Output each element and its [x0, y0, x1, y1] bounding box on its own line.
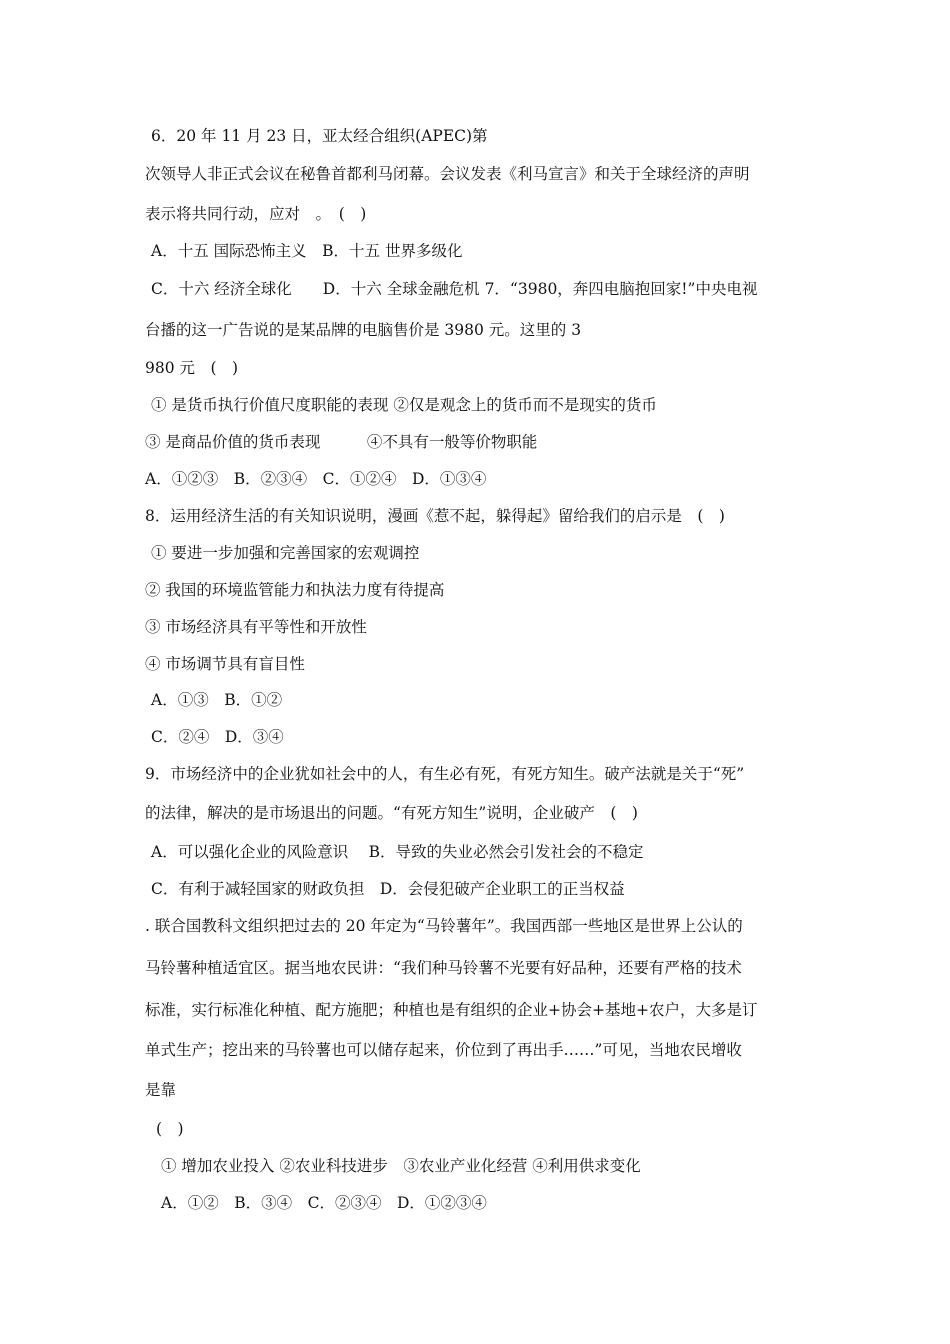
q9-options-cd: C．有利于减轻国家的财政负担 D．会侵犯破产企业职工的正当权益 [151, 880, 625, 898]
q7-statements-1-2: ① 是货币执行价值尺度职能的表现 ②仅是观念上的货币而不是现实的货币 [151, 396, 657, 414]
q10-stem-line-5: 是靠 [145, 1081, 177, 1099]
q6-stem-line-3: 表示将共同行动，应对 。 ( ) [145, 205, 367, 223]
q7-statements-3-4: ③ 是商品价值的货币表现 ④不具有一般等价物职能 [145, 433, 538, 451]
q8-statement-3: ③ 市场经济具有平等性和开放性 [145, 618, 367, 636]
q8-statement-1: ① 要进一步加强和完善国家的宏观调控 [151, 544, 420, 562]
q10-stem-line-3: 标准，实行标准化种植、配方施肥；种植也是有组织的企业+协会+基地+农户，大多是订 [145, 1001, 758, 1019]
q6-stem-line-1: 6．20 年 11 月 23 日，亚太经合组织(APEC)第 [151, 127, 488, 145]
q10-stem-line-1: . 联合国教科文组织把过去的 20 年定为“马铃薯年”。我国西部一些地区是世界上公认的 [145, 917, 743, 935]
q10-stem-line-4: 单式生产；挖出来的马铃薯也可以储存起来，价位到了再出手……”可见，当地农民增收 [145, 1041, 742, 1059]
q10-options: A．①② B．③④ C．②③④ D．①②③④ [161, 1194, 487, 1212]
q9-stem-line-1: 9．市场经济中的企业犹如社会中的人，有生必有死，有死方知生。破产法就是关于“死” [145, 765, 745, 783]
q6-options-cd-q7-start: C．十六 经济全球化 D．十六 全球金融危机 7．“3980，奔四电脑抱回家!”中央电视 [151, 280, 758, 298]
q10-stem-line-2: 马铃薯种植适宜区。据当地农民讲：“我们种马铃薯不光要有好品种，还要有严格的技术 [145, 959, 742, 977]
q6-options-ab: A．十五 国际恐怖主义 B．十五 世界多级化 [151, 242, 463, 260]
q6-stem-line-2: 次领导人非正式会议在秘鲁首都利马闭幕。会议发表《利马宣言》和关于全球经济的声明 [145, 165, 750, 183]
q8-options-ab: A．①③ B．①② [151, 691, 283, 709]
q7-stem-line-3: 980 元 ( ) [145, 359, 239, 377]
q10-statements: ① 增加农业投入 ②农业科技进步 ③农业产业化经营 ④利用供求变化 [161, 1157, 641, 1175]
q8-stem: 8．运用经济生活的有关知识说明，漫画《惹不起，躲得起》留给我们的启示是 ( ) [145, 507, 725, 525]
q7-stem-line-2: 台播的这一广告说的是某品牌的电脑售价是 3980 元。这里的 3 [145, 321, 582, 339]
q8-statement-2: ② 我国的环境监管能力和执法力度有待提高 [145, 581, 445, 599]
q8-options-cd: C．②④ D．③④ [151, 728, 284, 746]
q8-statement-4: ④ 市场调节具有盲目性 [145, 655, 305, 673]
q7-options: A．①②③ B．②③④ C．①②④ D．①③④ [145, 470, 487, 488]
q9-stem-line-2: 的法律，解决的是市场退出的问题。“有死方知生”说明，企业破产 ( ) [145, 804, 638, 822]
q9-options-ab: A．可以强化企业的风险意识 B．导致的失业必然会引发社会的不稳定 [151, 843, 644, 861]
q10-answer-bracket: ( ) [156, 1120, 184, 1138]
